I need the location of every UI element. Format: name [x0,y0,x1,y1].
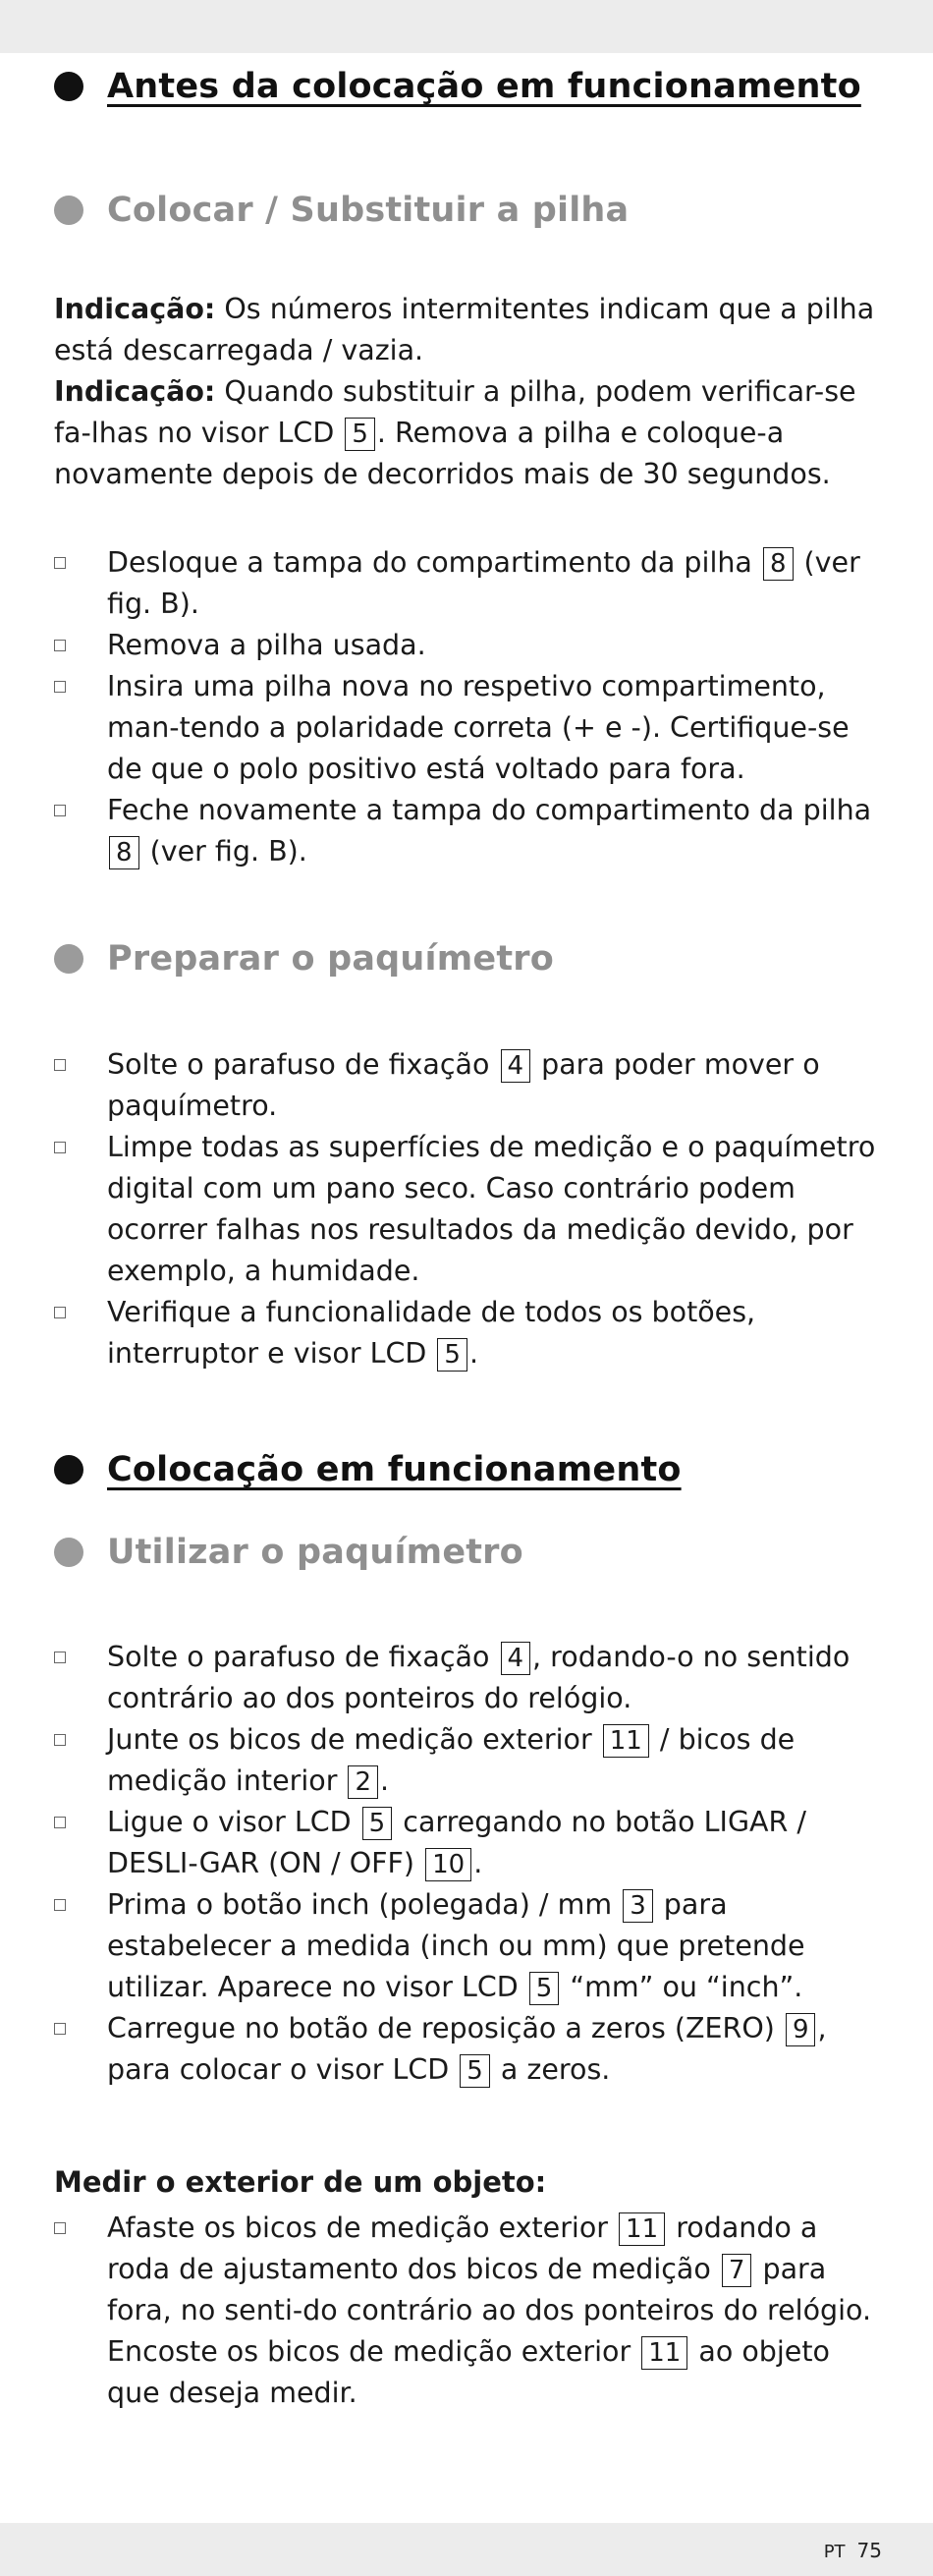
heading-text: Colocação em funcionamento [107,1450,682,1489]
bullet-icon [54,1455,83,1484]
note-label: Indicação: [54,375,216,408]
medir-subheading: Medir o exterior de um objeto: [54,2165,547,2199]
bullet-icon [54,1538,83,1567]
list-item [54,1884,889,2008]
heading-text: Antes da colocação em funcionamento [107,67,861,106]
checkbox-icon [54,1059,66,1071]
bullet-icon [54,72,83,101]
text-segment: ao objeto que deseja medir. [107,2335,830,2409]
ref-box: 8 [109,836,139,869]
checkbox-icon [54,1652,66,1663]
text-segment: Limpe todas as superfícies de medição e o paquímetro digital com um pano seco. Caso contrário podem ocorrer falhas nos resultados da medição devido, por exemplo, a humidade. [107,1131,876,1287]
footer-band [0,2523,933,2576]
ref-box: 5 [437,1338,467,1372]
ref-box: 11 [603,1724,649,1758]
list-item [54,1719,889,1802]
heading-text: Preparar o paquímetro [107,939,554,979]
text-segment: . [473,1847,483,1879]
top-band [0,0,933,53]
checkbox-icon [54,681,66,693]
checkbox-icon [54,2222,66,2234]
checkbox-icon [54,1142,66,1153]
text-segment: . [468,1337,478,1370]
ref-box: 9 [786,2013,816,2046]
list-item [54,1044,889,1127]
list-item [54,666,889,790]
ref-box: 3 [623,1889,653,1923]
text-segment: . [380,1764,390,1797]
text-segment: Solte o parafuso de fixação [107,1048,499,1081]
ref-box: 10 [425,1848,471,1881]
list-item [54,625,889,666]
note-text: . Remova a pilha e coloque-a novamente depois de decorridos mais de 30 segundos. [54,417,831,490]
checkbox-icon [54,1899,66,1911]
checkbox-icon [54,640,66,651]
checkbox-icon [54,1734,66,1746]
bullet-icon [54,944,83,974]
text-segment: Desloque a tampa do compartimento da pilha [107,546,761,579]
ref-box: 5 [345,418,375,451]
pilha-steps-list [54,542,889,872]
heading-text: Utilizar o paquímetro [107,1533,523,1572]
list-item [54,2208,889,2414]
ref-box: 5 [529,1972,560,2005]
ref-box: 8 [763,547,794,581]
page-number: 75 [856,2539,882,2562]
list-item [54,1802,889,1884]
text-segment: Verifique a funcionalidade de todos os botões, interruptor e visor LCD [107,1296,756,1370]
checkbox-icon [54,2023,66,2035]
text-segment: rodando a roda de ajustamento dos bicos de medição [107,2212,818,2285]
language-code: PT [823,2542,846,2562]
text-segment: Ligue o visor LCD [107,1806,360,1838]
ref-box: 11 [641,2336,687,2370]
text-segment: Insira uma pilha nova no respetivo compartimento, man-tendo a polaridade correta (+ e -). Certifique-se de que o polo positivo está voltado para fora. [107,670,850,785]
checkbox-icon [54,1307,66,1318]
text-segment: “mm” ou “inch”. [561,1971,803,2003]
text-segment: carregando no botão LIGAR / DESLI-GAR (ON / OFF) [107,1806,807,1879]
ref-box: 11 [619,2212,665,2246]
ref-box: 5 [460,2054,490,2088]
note-label: Indicação: [54,293,216,325]
medir-steps-list [54,2208,889,2414]
heading-text: Colocar / Substituir a pilha [107,191,630,230]
text-segment: Carregue no botão de reposição a zeros (ZERO) [107,2012,784,2044]
text-segment: , rodando-o no sentido contrário ao dos ponteiros do relógio. [107,1641,851,1714]
ref-box: 5 [362,1807,393,1840]
checkbox-icon [54,805,66,816]
list-item [54,1127,889,1292]
checkbox-icon [54,557,66,569]
list-item [54,1637,889,1719]
text-segment: / bicos de medição interior [107,1723,796,1797]
bullet-icon [54,196,83,225]
page-footer [824,2539,882,2562]
utilizar-steps-list [54,1637,889,2091]
text-segment: Feche novamente a tampa do compartimento da pilha [107,794,872,826]
list-item [54,1292,889,1374]
note-paragraph-2 [54,371,884,495]
preparar-steps-list [54,1044,889,1374]
list-item [54,2008,889,2091]
section-heading-antes [54,67,861,106]
list-item [54,542,889,625]
text-segment: Remova a pilha usada. [107,629,426,661]
ref-box: 4 [501,1049,531,1083]
list-item [54,790,889,872]
text-segment: Solte o parafuso de fixação [107,1641,499,1673]
text-segment: (ver fig. B). [140,835,307,868]
text-segment: a zeros. [491,2053,611,2086]
text-segment: Afaste os bicos de medição exterior [107,2212,618,2244]
section-heading-utilizar [54,1533,523,1572]
section-heading-colocacao [54,1450,682,1489]
ref-box: 7 [722,2254,752,2287]
note-text: Os números intermitentes indicam que a pilha está descarregada / vazia. [54,293,875,366]
text-segment: (ver fig. B). [107,546,860,620]
text-segment: Junte os bicos de medição exterior [107,1723,601,1756]
text-segment: Prima o botão inch (polegada) / mm [107,1888,622,1921]
text-segment: , para colocar o visor LCD [107,2012,827,2086]
text-segment: para fora, no senti-do contrário ao dos ponteiros do relógio. Encoste os bicos de medição exterior [107,2253,872,2368]
text-segment: para poder mover o paquímetro. [107,1048,820,1122]
section-heading-pilha [54,191,629,230]
note-paragraph-1 [54,289,884,371]
section-heading-preparar [54,939,554,979]
ref-box: 2 [348,1765,378,1799]
note-text: Quando substituir a pilha, podem verificar-se fa-lhas no visor LCD [54,375,856,449]
text-segment: para estabelecer a medida (inch ou mm) que pretende utilizar. Aparece no visor LCD [107,1888,805,2003]
checkbox-icon [54,1817,66,1828]
ref-box: 4 [501,1642,531,1675]
